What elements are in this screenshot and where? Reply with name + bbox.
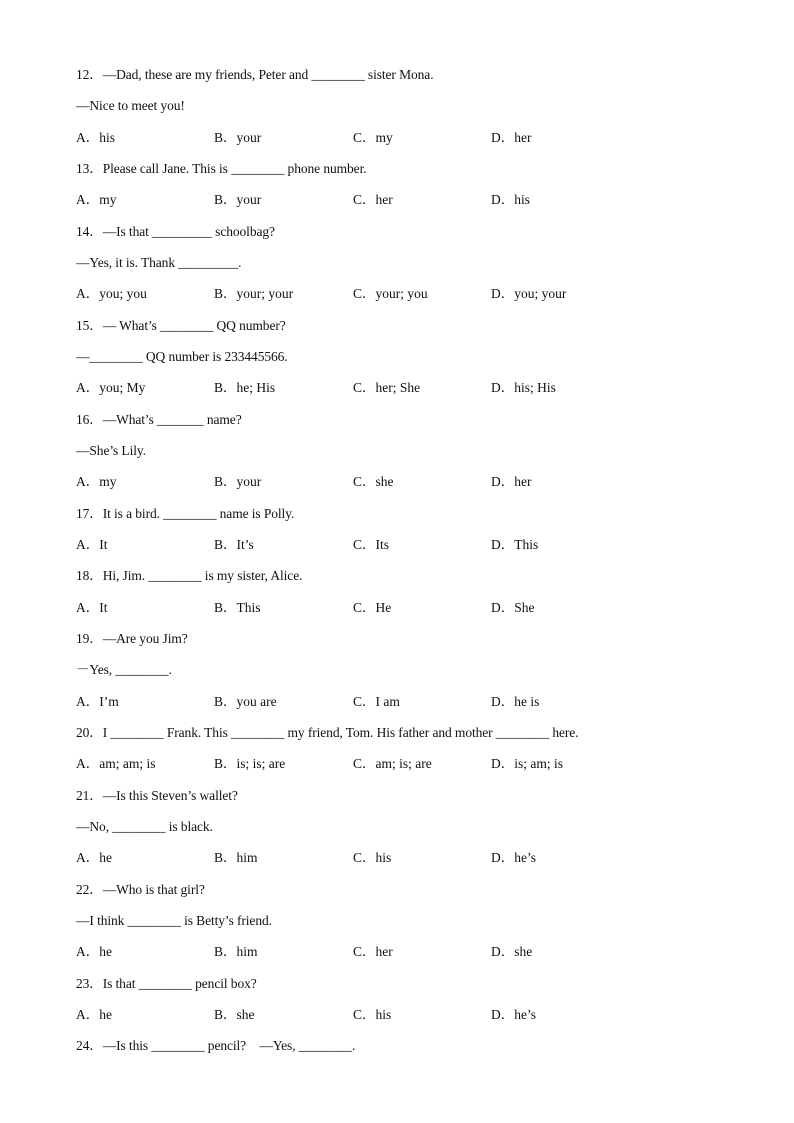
question-22-option-b[interactable]: B．him	[214, 944, 258, 960]
question-20-line	[76, 723, 578, 743]
question-text: 17．It is a bird.	[76, 505, 164, 521]
question-text: 13．Please call Jane. This is	[76, 160, 232, 176]
question-21-option-a[interactable]: A．he	[76, 850, 112, 866]
question-23-line	[76, 974, 257, 994]
question-text: －Yes,	[76, 662, 116, 678]
answer-blank: ________	[160, 317, 214, 333]
question-text: QQ number is 233445566.	[142, 348, 288, 364]
question-15-option-b[interactable]: B．he; His	[214, 380, 276, 396]
question-13-line	[76, 159, 367, 179]
question-14-option-b[interactable]: B．your; your	[214, 286, 294, 302]
question-13-option-c[interactable]: C．her	[353, 192, 393, 208]
question-15-option-a[interactable]: A．you; My	[76, 380, 146, 396]
question-text: —I think	[76, 912, 128, 928]
question-text: 24．—Is this	[76, 1038, 152, 1054]
question-text: 19．—Are you Jim?	[76, 630, 188, 646]
question-20-option-d[interactable]: D．is; am; is	[491, 756, 564, 772]
question-20-option-b[interactable]: B．is; is; are	[214, 756, 286, 772]
question-text: —Yes, it is. Thank	[76, 254, 179, 270]
answer-blank: ________	[311, 67, 365, 82]
answer-blank: ________	[231, 160, 285, 176]
question-15-option-c[interactable]: C．her; She	[353, 380, 421, 396]
question-22-line	[76, 911, 272, 931]
question-18-option-d[interactable]: D．She	[491, 599, 535, 615]
question-22-option-a[interactable]: A．he	[76, 944, 112, 960]
question-14-option-a[interactable]: A．you; you	[76, 286, 147, 302]
question-16-line	[76, 410, 242, 430]
question-18-option-c[interactable]: C．He	[353, 599, 392, 615]
question-text: is my sister, Alice.	[201, 568, 303, 584]
question-text: .	[238, 254, 242, 270]
question-19-line	[76, 660, 172, 680]
answer-blank: ________	[298, 1038, 352, 1054]
question-12-option-d[interactable]: D．her	[491, 129, 532, 145]
question-23-option-b[interactable]: B．she	[214, 1006, 255, 1022]
question-22-option-d[interactable]: D．she	[491, 944, 533, 960]
question-16-option-a[interactable]: A．my	[76, 474, 117, 490]
question-16-line	[76, 441, 146, 461]
question-text: name is Polly.	[216, 505, 295, 521]
question-text: sister Mona.	[364, 67, 434, 82]
answer-blank: ________	[112, 818, 166, 834]
question-text: name?	[203, 411, 242, 427]
question-21-option-d[interactable]: D．he’s	[491, 850, 536, 866]
question-21-line	[76, 817, 213, 837]
question-text: —	[76, 348, 90, 364]
answer-blank: ________	[110, 724, 164, 740]
question-text: 18．Hi, Jim.	[76, 568, 149, 584]
answer-blank: _________	[178, 254, 239, 270]
answer-blank: ________	[495, 724, 550, 740]
question-22-line	[76, 880, 205, 900]
question-13-option-b[interactable]: B．your	[214, 192, 262, 208]
answer-blank: ________	[163, 505, 217, 521]
question-text: 16．—What’s	[76, 411, 158, 427]
answer-blank: ________	[148, 568, 202, 584]
question-14-option-c[interactable]: C．your; you	[353, 286, 428, 302]
question-16-option-d[interactable]: D．her	[491, 474, 532, 490]
question-20-option-a[interactable]: A．am; am; is	[76, 756, 156, 772]
question-14-line	[76, 253, 241, 273]
question-14-line	[76, 222, 275, 242]
answer-blank: _________	[152, 223, 212, 239]
question-19-option-b[interactable]: B．you are	[214, 693, 277, 709]
question-text: here.	[549, 724, 579, 740]
question-12-option-a[interactable]: A．his	[76, 129, 116, 145]
answer-blank: ________	[89, 348, 143, 364]
question-text: 15．— What’s	[76, 317, 161, 333]
question-20-option-c[interactable]: C．am; is; are	[353, 756, 432, 772]
question-text: pencil box?	[191, 975, 257, 991]
question-18-option-b[interactable]: B．This	[214, 599, 261, 615]
question-13-option-d[interactable]: D．his	[491, 192, 531, 208]
question-12-line	[76, 96, 185, 116]
answer-blank: ________	[115, 662, 169, 678]
question-17-line	[76, 504, 294, 524]
question-14-option-d[interactable]: D．you; your	[491, 286, 567, 302]
question-17-option-b[interactable]: B．It’s	[214, 536, 254, 552]
question-19-option-a[interactable]: A．I’m	[76, 693, 119, 709]
question-18-line	[76, 566, 302, 586]
question-text: pencil? —Yes,	[204, 1038, 299, 1054]
question-16-option-b[interactable]: B．your	[214, 474, 262, 490]
question-text: .	[168, 662, 172, 678]
answer-blank: _______	[157, 411, 204, 427]
question-23-option-a[interactable]: A．he	[76, 1006, 112, 1022]
question-text: phone number.	[284, 160, 367, 176]
question-12-option-c[interactable]: C．my	[353, 129, 393, 145]
question-text: 14．—Is that	[76, 223, 153, 239]
question-22-option-c[interactable]: C．her	[353, 944, 393, 960]
question-18-option-a[interactable]: A．It	[76, 599, 108, 615]
answer-blank: ________	[151, 1038, 205, 1054]
question-text: .	[351, 1038, 356, 1054]
question-17-option-a[interactable]: A．It	[76, 536, 108, 552]
question-19-line	[76, 629, 188, 649]
question-13-option-a[interactable]: A．my	[76, 192, 117, 208]
question-text: —No,	[76, 818, 113, 834]
question-17-option-c[interactable]: C．Its	[353, 536, 390, 552]
question-21-option-b[interactable]: B．him	[214, 850, 258, 866]
question-text: 12．—Dad, these are my friends, Peter and	[76, 67, 312, 82]
answer-blank: ________	[231, 724, 285, 740]
question-text: schoolbag?	[211, 223, 275, 239]
question-15-line	[76, 316, 286, 336]
question-text: 20．I	[76, 724, 111, 740]
question-text: my friend, Tom. His father and mother	[284, 724, 496, 740]
question-12-line	[76, 65, 433, 85]
question-21-line	[76, 786, 238, 806]
question-23-option-c[interactable]: C．his	[353, 1006, 392, 1022]
question-17-option-d[interactable]: D．This	[491, 536, 539, 552]
question-12-option-b[interactable]: B．your	[214, 129, 262, 145]
answer-blank: ________	[138, 975, 192, 991]
answer-blank: ________	[127, 912, 181, 928]
question-text: 21．—Is this Steven’s wallet?	[76, 787, 238, 803]
question-text: —She’s Lily.	[76, 442, 146, 458]
question-text: 23．Is that	[76, 975, 139, 991]
question-15-option-d[interactable]: D．his; His	[491, 380, 556, 396]
question-text: is black.	[165, 818, 213, 834]
question-text: Frank. This	[163, 724, 232, 740]
question-24-line	[76, 1036, 355, 1056]
question-21-option-c[interactable]: C．his	[353, 850, 392, 866]
question-text: 22．—Who is that girl?	[76, 881, 205, 897]
question-23-option-d[interactable]: D．he’s	[491, 1006, 536, 1022]
question-19-option-d[interactable]: D．he is	[491, 693, 540, 709]
question-15-line	[76, 347, 288, 367]
question-text: —Nice to meet you!	[76, 98, 185, 114]
question-16-option-c[interactable]: C．she	[353, 474, 394, 490]
question-text: is Betty’s friend.	[180, 912, 272, 928]
question-19-option-c[interactable]: C．I am	[353, 693, 400, 709]
question-text: QQ number?	[213, 317, 286, 333]
